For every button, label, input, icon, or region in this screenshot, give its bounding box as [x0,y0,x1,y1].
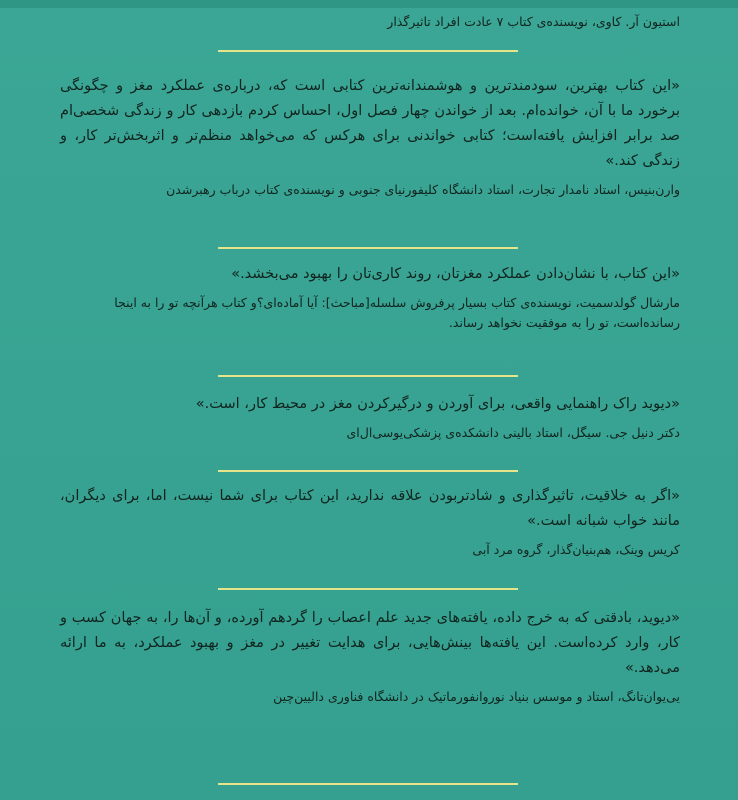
endorsement-quote: «این کتاب، با نشان‌دادن عملکرد مغزتان، روند کاری‌تان را بهبود می‌بخشد.» [231,266,680,282]
endorsement-attribution: وارن‌بنیس، استاد نامدار تجارت، استاد دانشگاه کلیفورنیای جنوبی و نویسنده‌ی کتاب درباب رهبرشدن [166,182,680,197]
divider [218,588,518,590]
endorsement-attribution: مارشال گولدسمیت، نویسنده‌ی کتاب بسیار پرفروش سلسله[مباحث]: آیا آماده‌ای؟و کتاب هرآنچه تو را به اینجا رسانده‌است، تو را به موفقیت نخواهد رساند. [114,295,680,330]
endorsement-5 [60,606,680,707]
endorsement-4 [60,484,680,560]
endorsement-3 [60,392,680,443]
endorsement-attribution: یی‌یوان‌تانگ، استاد و موسس بنیاد نوروانفورماتیک در دانشگاه فناوری دالیین‌چین [273,689,680,704]
endorsement-attribution: کریس وینک، هم‌بنیان‌گذار، گروه مرد آبی [472,542,680,557]
top-attribution-block [60,12,680,32]
endorsement-quote: «این کتاب بهترین، سودمندترین و هوشمندانه‌ترین کتابی است که، درباره‌ی عملکرد مغز و چگونگی برخورد ما با آن، خوانده‌ام. بعد از خواندن چهار فصل اول، احساس کردم بازدهی کار و زندگی شخصی‌ام صد برابر افزایش یافته‌است؛ کتابی خواندنی برای هرکس که می‌خواهد منظم‌تر و اثربخش‌تر کار، و زندگی کند.» [60,78,680,169]
divider [218,783,518,785]
endorsement-quote: «دیوید، بادقتی که به خرج داده، یافته‌های جدید علم اعصاب را گردهم آورده، و آن‌ها را، به جهان کسب و کار، وارد کرده‌است. این یافته‌ها بینش‌هایی، برای هدایت تغییر در مغز و بهبود عملکرد، به ما ارائه می‌دهد.» [60,610,680,676]
divider [218,375,518,377]
divider [218,247,518,249]
endorsement-attribution: دکتر دنیل جی. سیگل، استاد بالینی دانشکده‌ی پزشکی‌یوسی‌ال‌ای [346,425,680,440]
divider [218,470,518,472]
endorsement-2 [60,262,680,333]
endorsement-quote: «دیوید راک راهنمایی واقعی، برای آوردن و درگیرکردن مغز در محیط کار، است.» [195,396,680,412]
top-edge [0,0,738,8]
top-attribution: استیون آر. کاوی، نویسنده‌ی کتاب ۷ عادت افراد تاثیرگذار [387,14,680,29]
endorsement-quote: «اگر به خلاقیت، تاثیرگذاری و شادتربودن علاقه ندارید، این کتاب برای شما نیست، اما، برای دیگران، مانند خواب شبانه است.» [60,488,680,529]
divider [218,50,518,52]
endorsement-1 [60,74,680,200]
